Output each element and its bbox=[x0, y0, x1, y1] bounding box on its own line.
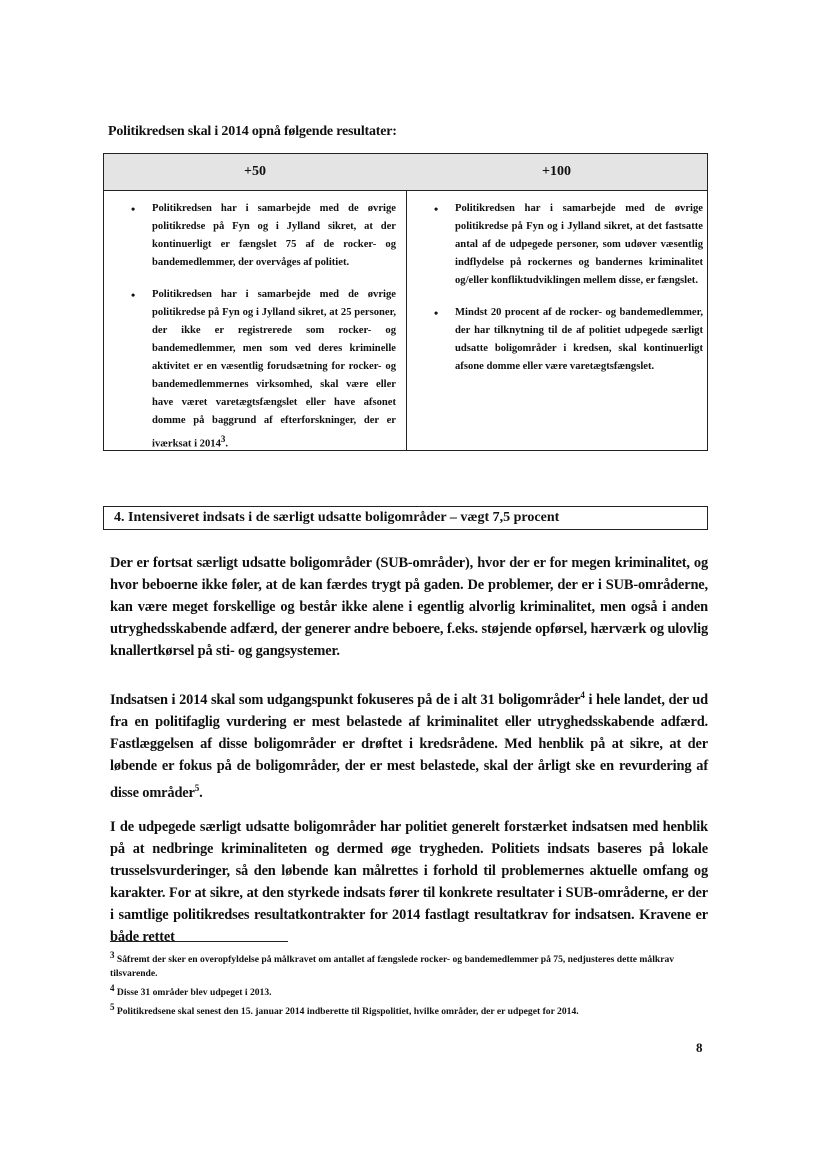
bullet-icon: • bbox=[434, 306, 439, 320]
list-item: • Mindst 20 procent af de rocker- og bandemedlemmer, der har tilknytning til de af politiet udpegede særligt udsatte boligområder i kredsen, skal kontinuerligt afsone domme eller være varetægtsfængslet. bbox=[434, 306, 703, 372]
intro-text: Politikredsen skal i 2014 opnå følgende resultater: bbox=[108, 124, 397, 139]
list-item: • Politikredsen har i samarbejde med de øvrige politikredse på Fyn og i Jylland sikret, at det fastsatte antal af de udpegede personer, som udøver væsentlig indflydelse på rockernes og bandernes kriminalitet og/eller konfliktudviklingen mellem disse, er fængslet. bbox=[434, 202, 703, 286]
paragraph-2: Indsatsen i 2014 skal som udgangspunkt fokuseres på de i alt 31 boligområder$^4$ i hele landet, der ud fra en politifaglig vurdering er mest belastede af kriminalitet eller utryghedsskabende adfærd. Fastlæggelsen af disse boligområder er drøftet i kredsrådene. Med henblik på at sikre, at der løbende er fokus på de boligområder, der er mest belastede, skal der årligt ske en revurdering af disse områder$^5$. bbox=[110, 690, 708, 801]
bullet-list-plus-50 bbox=[131, 200, 396, 454]
list-item: • Politikredsen har i samarbejde med de øvrige politikredse på Fyn og i Jylland sikret, at 25 personer, der ikke er registrerede som rocker- og bandemedlemmer, men som ved deres kriminelle aktivitet er en væsentlig forudsætning for rocker- og bandemedlemmernes virksomhed, skal være eller have været varetægtsfængslet eller have afsonet domme på baggrund af efterforskninger, der er iværksat i 2014$^3$. bbox=[131, 288, 396, 450]
footnote-divider bbox=[110, 941, 288, 942]
bullet-icon: • bbox=[131, 288, 136, 302]
column-plus-50 bbox=[104, 154, 407, 450]
bullet-list-plus-100 bbox=[434, 200, 703, 376]
column-header-plus-50: +50 bbox=[104, 154, 406, 191]
column-plus-100 bbox=[406, 154, 707, 450]
page-number: 8 bbox=[696, 1040, 703, 1055]
footnote-ref[interactable]: 5 bbox=[194, 782, 200, 793]
footnotes bbox=[110, 948, 700, 1020]
paragraph-3: I de udpegede særligt udsatte boligområder har politiet generelt forstærket indsatsen med henblik på at nedbringe kriminaliteten og dermed øge trygheden. Politiets indsats baseres på lokale trusselsvurderinger, så den løbende kan målrettes i forhold til problemernes aktuelle omfang og karakter. For at sikre, at den styrkede indsats fører til konkrete resultater i SUB-områderne, er der i samtlige politikredses resultatkontrakter for 2014 fastlagt resultatkrav for indsatsen. Kravene er både rettet bbox=[110, 819, 708, 945]
section-heading: 4. Intensiveret indsats i de særligt udsatte boligområder – vægt 7,5 procent bbox=[103, 506, 708, 530]
results-table bbox=[103, 153, 708, 451]
column-header-plus-100: +100 bbox=[406, 154, 707, 191]
bullet-icon: • bbox=[434, 202, 439, 216]
footnote-ref[interactable]: 3 bbox=[220, 434, 226, 444]
footnote: $^4$ Disse 31 områder blev udpeget i 2013. bbox=[110, 983, 272, 999]
footnote: $^5$ Politikredsene skal senest den 15. januar 2014 indberette til Rigspolitiet, hvilke områder, der er udpeget for 2014. bbox=[110, 1002, 579, 1018]
list-item: • Politikredsen har i samarbejde med de øvrige politikredse på Fyn og i Jylland sikret, at der kontinuerligt er fængslet 75 af de rocker- og bandemedlemmer, der overvåges af politiet. bbox=[131, 202, 396, 268]
footnote: $^3$ Såfremt der sker en overopfyldelse på målkravet om antallet af fængslede rocker- og bandemedlemmer på 75, nedjusteres dette målkrav tilsvarende. bbox=[110, 950, 675, 980]
footnote-ref[interactable]: 4 bbox=[580, 690, 585, 700]
paragraph-1: Der er fortsat særligt udsatte boligområder (SUB-områder), hvor der er for megen kriminalitet, og hvor beboerne ikke føler, at de kan færdes trygt på gaden. De problemer, der er i SUB-områderne, kan være meget forskellige og består ikke alene i egentlig alvorlig kriminalitet, men også i anden utryghedsskabende adfærd, der generer andre beboere, f.eks. støjende opførsel, hærværk og ulovlig knallertkørsel på sti- og gangsystemer. bbox=[110, 555, 708, 659]
bullet-icon: • bbox=[131, 202, 136, 216]
